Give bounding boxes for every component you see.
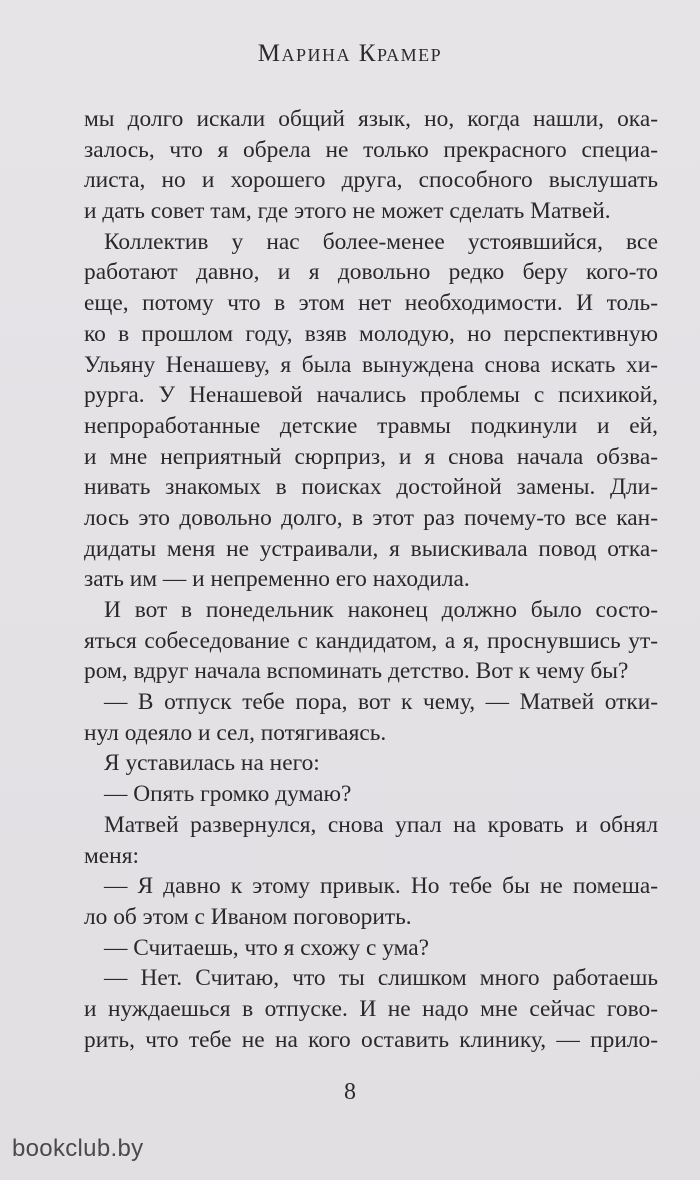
text-line: ром, вдруг начала вспоминать детство. Вот к чему бы? (84, 658, 629, 685)
text-line: мы долго искали общий язык, но, когда нашли, ока- (84, 106, 658, 132)
text-line: нивать знакомых в поисках достойной замены. Дли- (84, 474, 658, 501)
text-line: Ульяну Ненашеву, я была вынуждена снова искать хи- (84, 351, 658, 378)
text-line: еще, потому что в этом нет необходимости. И толь- (84, 290, 658, 317)
text-line: Я уставилась на него: (104, 750, 320, 777)
text-line: ло об этом с Иваном поговорить. (84, 903, 412, 930)
text-line: и мне неприятный сюрприз, и я снова начала обзва- (84, 443, 658, 470)
text-line: нул одеяло и сел, потягиваясь. (84, 719, 387, 746)
text-line: — Опять громко думаю? (104, 781, 352, 808)
text-line: меня: (84, 842, 139, 869)
text-line: рурга. У Ненашевой начались проблемы с психикой, (84, 382, 658, 409)
text-line: — Нет. Считаю, что ты слишком много работаешь (104, 965, 658, 992)
text-line: яться собеседование с кандидатом, а я, проснувшись ут- (84, 627, 658, 654)
text-line: листа, но и хорошего друга, способного выслушать (84, 167, 658, 194)
text-line: — Я давно к этому привык. Но тебе бы не помеша- (104, 873, 658, 900)
text-line: лось это довольно долго, в этот раз почему-то все кан- (84, 504, 658, 531)
body-text (84, 104, 658, 1055)
watermark-text: bookclub.by (12, 1135, 144, 1162)
text-line: — В отпуск тебе пора, вот к чему, — Матвей отки- (104, 689, 658, 716)
text-line: зать им — и непременно его находила. (84, 566, 470, 593)
text-line: ко в прошлом году, взяв молодую, но перспективную (84, 320, 658, 347)
text-line: — Считаешь, что я схожу с ума? (104, 934, 430, 961)
text-line: и нуждаешься в отпуске. И не надо мне сейчас гово- (84, 995, 658, 1022)
text-line: непроработанные детские травмы подкинули и ей, (84, 412, 658, 439)
page-number: 8 (344, 1079, 356, 1105)
text-line: работают давно, и я довольно редко беру кого-то (84, 259, 658, 286)
text-line: И вот в понедельник наконец должно было состо- (104, 597, 658, 623)
text-line: Матвей развернулся, снова упал на кровать и обнял (104, 811, 658, 838)
text-line: и дать совет там, где этого не может сделать Матвей. (84, 198, 611, 225)
text-line: залось, что я обрела не только прекрасного специа- (84, 136, 658, 163)
running-head: Марина Крамер (257, 40, 443, 67)
text-line: рить, что тебе не на кого оставить клинику, — прило- (84, 1026, 658, 1053)
text-line: Коллектив у нас более-менее устоявшийся, все (104, 228, 658, 255)
text-line: дидаты меня не устраивали, я выискивала повод отка- (84, 535, 658, 562)
